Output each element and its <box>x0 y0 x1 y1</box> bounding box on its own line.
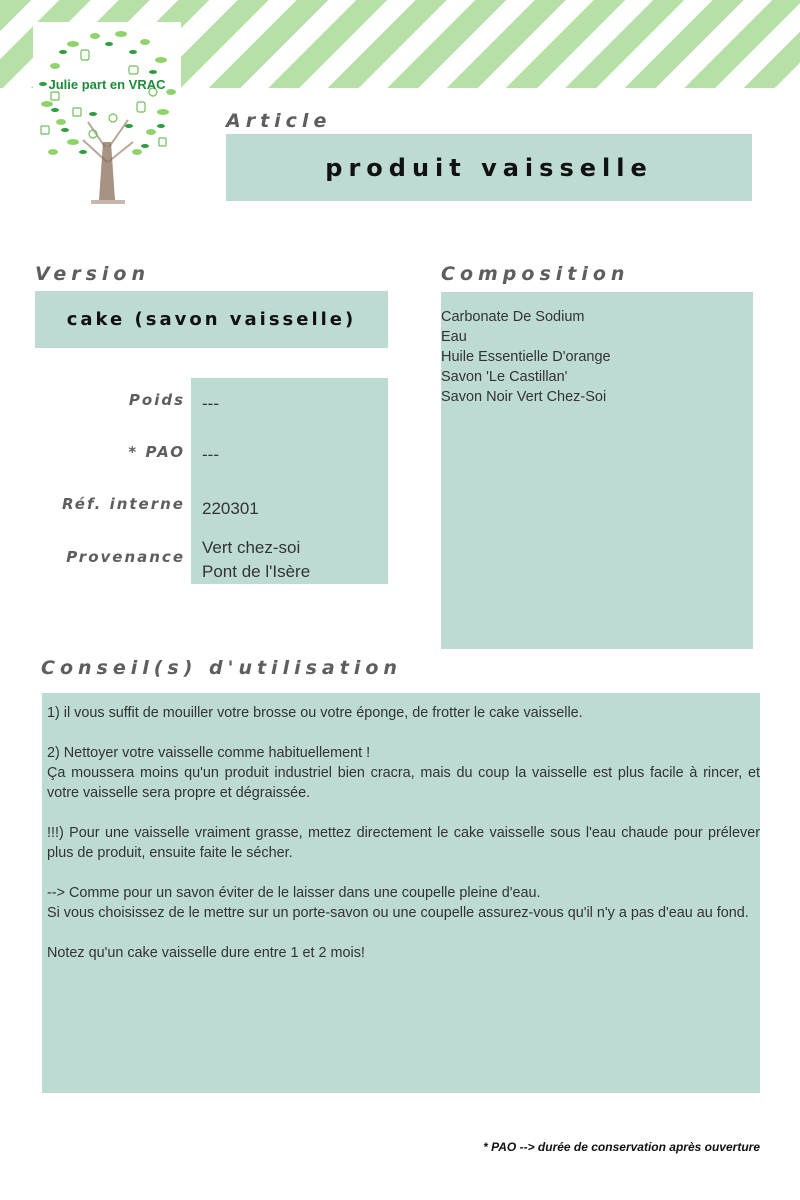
conseil-paragraph <box>47 823 760 863</box>
provenance-line: Vert chez-soi <box>202 538 301 557</box>
tree-icon <box>33 22 181 210</box>
field-label-ref: Réf. interne <box>61 495 185 513</box>
conseil-paragraph <box>47 743 760 803</box>
footnote: * PAO --> durée de conservation après ouverture <box>483 1140 760 1154</box>
field-label-pao: * PAO <box>128 443 185 461</box>
field-value-provenance <box>202 536 382 584</box>
article-label: Article <box>226 110 332 132</box>
article-title-box <box>226 134 752 201</box>
composition-item: Carbonate De Sodium <box>441 309 585 325</box>
version-value: cake (savon vaisselle) <box>66 309 357 330</box>
composition-item: Savon Noir Vert Chez-Soi <box>441 389 607 405</box>
conseil-paragraph <box>47 943 760 963</box>
composition-item: Savon 'Le Castillan' <box>441 369 568 385</box>
composition-label: Composition <box>441 263 630 285</box>
conseil-line: Notez qu'un cake vaisselle dure entre 1 et 2 mois! <box>47 945 365 961</box>
conseil-paragraph <box>47 883 760 923</box>
provenance-line: Pont de l'Isère <box>202 562 311 581</box>
field-value-pao: --- <box>202 445 219 464</box>
logo-text: Julie part en VRAC <box>48 77 166 92</box>
composition-item: Eau <box>441 329 467 345</box>
conseil-text <box>47 703 760 983</box>
field-label-provenance: Provenance <box>66 548 185 566</box>
conseil-line: !!!) Pour une vaisselle vraiment grasse, mettez directement le cake vaisselle sous l'eau chaude pour prélever plus de produit, ensuite faite le sécher. <box>47 825 760 861</box>
field-value-ref: 220301 <box>202 499 259 518</box>
version-label: Version <box>35 263 150 285</box>
conseil-line: 1) il vous suffit de mouiller votre brosse ou votre éponge, de frotter le cake vaisselle. <box>47 705 583 721</box>
brand-logo <box>33 22 181 210</box>
conseil-line: Ça moussera moins qu'un produit industriel bien cracra, mais du coup la vaisselle est plus facile à rincer, et votre vaisselle sera propre et dégraissée. <box>47 765 760 801</box>
field-value-poids: --- <box>202 394 219 413</box>
composition-list <box>441 307 741 407</box>
conseil-label: Conseil(s) d'utilisation <box>41 657 402 679</box>
composition-item: Huile Essentielle D'orange <box>441 349 611 365</box>
version-box <box>35 291 388 348</box>
article-title: produit vaisselle <box>325 153 653 182</box>
conseil-line: Si vous choisissez de le mettre sur un porte-savon ou une coupelle assurez-vous qu'il n'y a pas d'eau au fond. <box>47 905 749 921</box>
conseil-paragraph <box>47 703 760 723</box>
conseil-line: --> Comme pour un savon éviter de le laisser dans une coupelle pleine d'eau. <box>47 885 541 901</box>
field-label-poids: Poids <box>128 391 185 409</box>
conseil-line: 2) Nettoyer votre vaisselle comme habituellement ! <box>47 745 371 761</box>
